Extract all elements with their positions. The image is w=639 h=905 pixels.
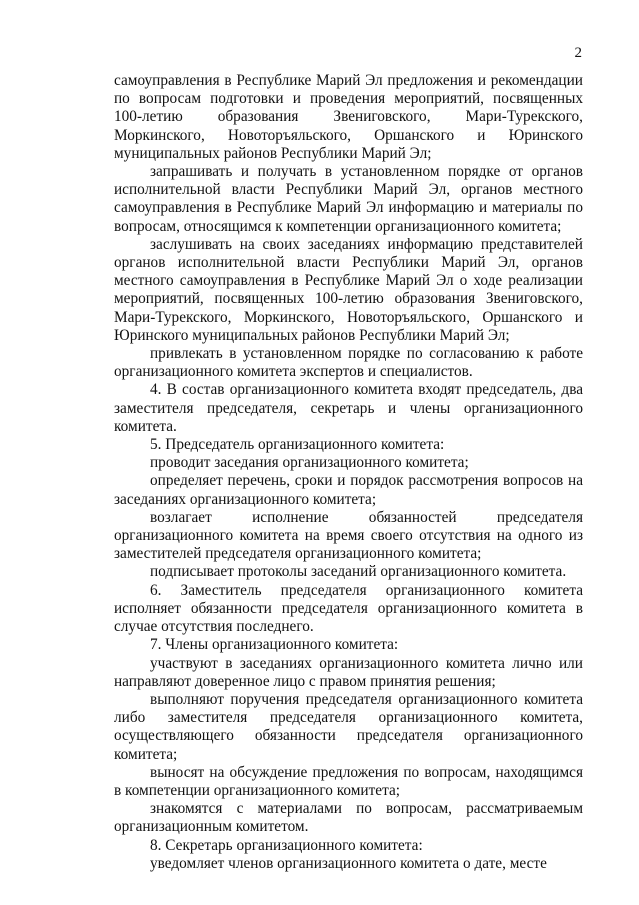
paragraph: выполняют поручения председателя организационного комитета либо заместителя председателя организационного комитета, осуществляющего обязанности председателя организационного комитета; xyxy=(114,690,583,763)
document-body xyxy=(114,72,583,873)
paragraph: подписывает протоколы заседаний организационного комитета. xyxy=(150,563,567,581)
paragraph: запрашивать и получать в установленном порядке от органов исполнительной власти Республики Марий Эл, органов местного самоуправления в Республике Марий Эл информацию и материалы по вопросам, относящимся к компетенции организационного комитета; xyxy=(114,163,583,235)
paragraph: 6. Заместитель председателя организационного комитета исполняет обязанности председателя организационного комитета в случае отсутствия последнего. xyxy=(114,581,583,636)
paragraph: возлагает исполнение обязанностей председателя организационного комитета на время своего отсутствия на одного из заместителей председателя организационного комитета; xyxy=(114,508,583,563)
paragraph: привлекать в установленном порядке по согласованию к работе организационного комитета экспертов и специалистов. xyxy=(114,345,583,381)
paragraph: определяет перечень, сроки и порядок рассмотрения вопросов на заседаниях организационного комитета; xyxy=(114,472,583,508)
paragraph: 5. Председатель организационного комитета: xyxy=(150,436,445,454)
paragraph: проводит заседания организационного комитета; xyxy=(150,454,469,472)
paragraph: знакомятся с материалами по вопросам, рассматриваемым организационным комитетом. xyxy=(114,800,583,836)
paragraph: 7. Члены организационного комитета: xyxy=(150,636,399,654)
page-number: 2 xyxy=(574,45,582,61)
paragraph: 8. Секретарь организационного комитета: xyxy=(150,836,423,854)
paragraph: уведомляет членов организационного комитета о дате, месте xyxy=(150,854,547,872)
paragraph: 4. В состав организационного комитета входят председатель, два заместителя председателя, секретарь и члены организационного комитета. xyxy=(114,381,583,435)
paragraph: участвуют в заседаниях организационного комитета лично или направляют доверенное лицо с правом принятия решения; xyxy=(114,654,583,690)
paragraph: выносят на обсуждение предложения по вопросам, находящимся в компетенции организационного комитета; xyxy=(114,763,583,799)
paragraph: самоуправления в Республике Марий Эл предложения и рекомендации по вопросам подготовки и проведения мероприятий, посвященных 100-летию образования Звениговского, Мари-Турекского, Моркинского, Новоторъяльского, Оршанского и Юринского муниципальных районов Республики Марий Эл; xyxy=(114,72,583,162)
paragraph: заслушивать на своих заседаниях информацию представителей органов исполнительной власти Республики Марий Эл, органов местного самоуправления в Республике Марий Эл о ходе реализации мероприятий, посвященных 100-летию образования Звениговского, Мари-Турекского, Моркинского, Новоторъяльского, Оршанского и Юринского муниципальных районов Республики Марий Эл; xyxy=(114,235,583,344)
